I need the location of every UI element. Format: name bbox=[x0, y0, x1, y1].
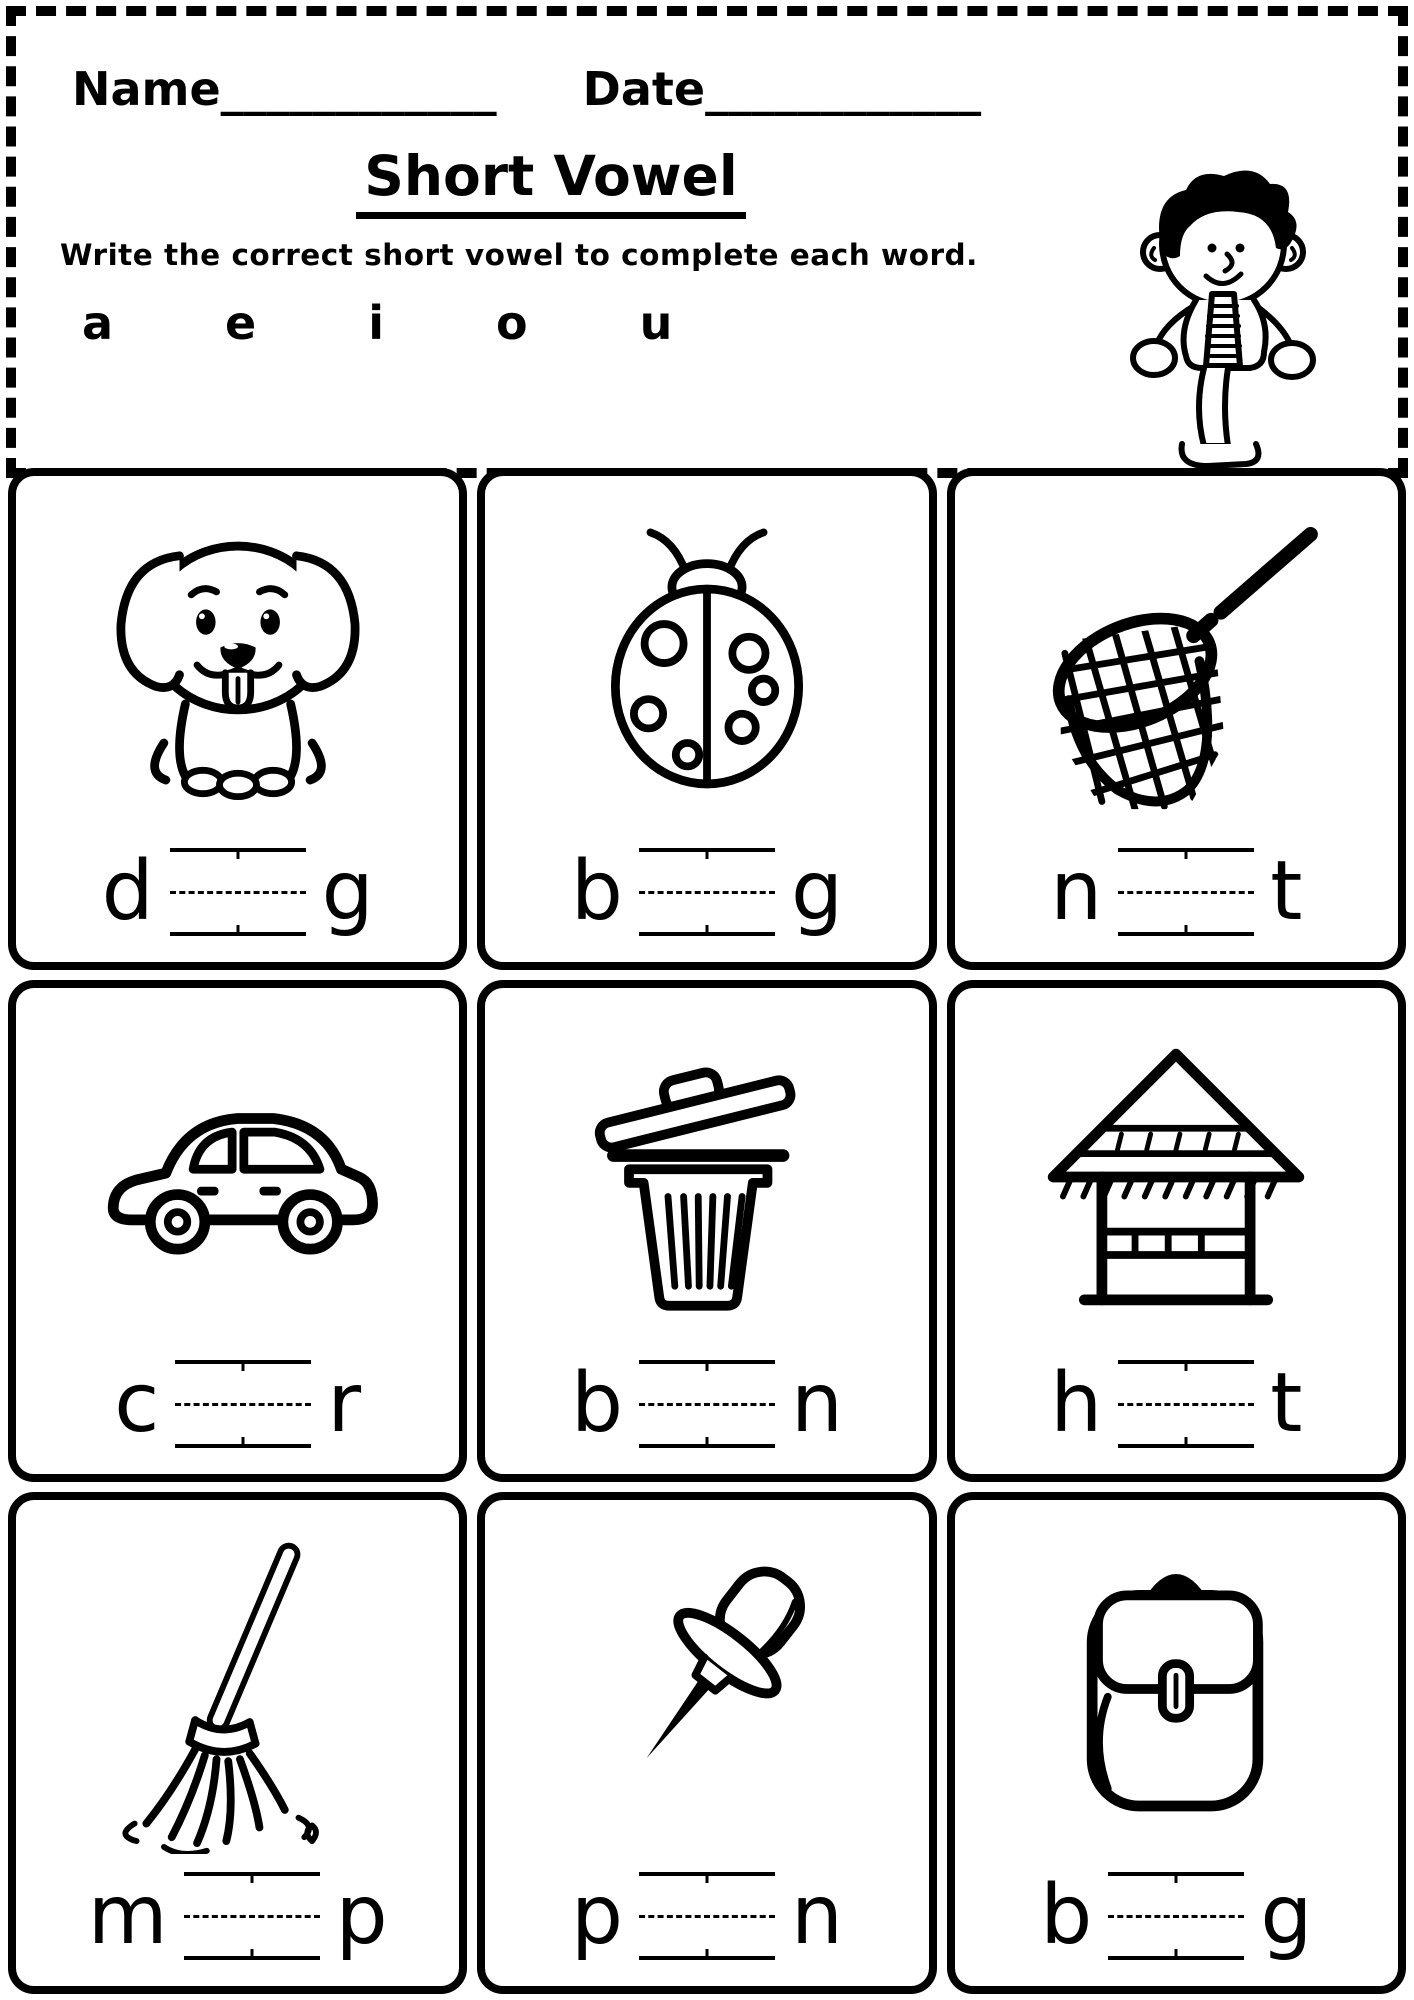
mop-image bbox=[82, 1500, 394, 1872]
card-pin bbox=[477, 1492, 936, 1994]
name-date-row bbox=[72, 62, 981, 116]
card-car bbox=[8, 980, 467, 1482]
card-bag bbox=[947, 1492, 1406, 1994]
date-field bbox=[583, 62, 981, 116]
word-bag bbox=[1040, 1868, 1313, 1963]
instruction-text: Write the correct short vowel to complete each word. bbox=[60, 238, 978, 272]
vowel-blank[interactable] bbox=[1108, 1872, 1244, 1960]
name-field bbox=[72, 62, 497, 116]
word-car bbox=[114, 1356, 362, 1451]
card-mop bbox=[8, 1492, 467, 1994]
vowel-blank[interactable] bbox=[175, 1360, 311, 1448]
card-trash-bin bbox=[477, 980, 936, 1482]
vowel-option-e: e bbox=[225, 296, 257, 350]
vowel-option-u: u bbox=[639, 296, 673, 350]
last-letter: g bbox=[1260, 1868, 1313, 1963]
card-net bbox=[947, 468, 1406, 970]
last-letter: g bbox=[321, 844, 374, 939]
title-row bbox=[16, 144, 1086, 219]
date-line[interactable]: ____________ bbox=[705, 62, 982, 116]
last-letter: r bbox=[327, 1356, 362, 1451]
card-dog bbox=[8, 468, 467, 970]
word-ladybug bbox=[570, 844, 844, 939]
net-image bbox=[1020, 476, 1332, 848]
boy-illustration bbox=[1124, 154, 1324, 474]
last-letter: g bbox=[790, 844, 844, 939]
worksheet-header bbox=[6, 6, 1408, 478]
page-title: Short Vowel bbox=[356, 144, 745, 219]
card-hut bbox=[947, 980, 1406, 1482]
vowel-option-i: i bbox=[368, 296, 385, 350]
word-pin bbox=[570, 1868, 844, 1963]
name-line[interactable]: ____________ bbox=[220, 62, 497, 116]
last-letter: n bbox=[791, 1868, 844, 1963]
date-label: Date bbox=[582, 62, 706, 116]
word-mop bbox=[87, 1868, 388, 1963]
word-grid bbox=[8, 468, 1406, 1994]
word-dog bbox=[101, 844, 374, 939]
card-ladybug bbox=[477, 468, 936, 970]
first-letter: p bbox=[570, 1868, 624, 1963]
last-letter: t bbox=[1270, 1356, 1303, 1451]
vowel-option-o: o bbox=[496, 296, 528, 350]
bag-image bbox=[1020, 1500, 1332, 1872]
first-letter: h bbox=[1050, 1356, 1103, 1451]
word-hut bbox=[1050, 1356, 1303, 1451]
pin-image bbox=[551, 1500, 863, 1872]
first-letter: b bbox=[570, 1356, 624, 1451]
vowel-blank[interactable] bbox=[1118, 1360, 1254, 1448]
vowel-blank[interactable] bbox=[1118, 848, 1254, 936]
vowel-blank[interactable] bbox=[184, 1872, 320, 1960]
vowel-blank[interactable] bbox=[639, 1360, 775, 1448]
first-letter: b bbox=[1040, 1868, 1093, 1963]
hut-image bbox=[1020, 988, 1332, 1360]
first-letter: b bbox=[570, 844, 623, 939]
vowel-blank[interactable] bbox=[639, 1872, 775, 1960]
last-letter: p bbox=[335, 1868, 388, 1963]
first-letter: n bbox=[1050, 844, 1103, 939]
last-letter: n bbox=[791, 1356, 844, 1451]
word-trash-bin bbox=[570, 1356, 844, 1451]
vowel-blank[interactable] bbox=[639, 848, 775, 936]
name-label: Name bbox=[72, 62, 221, 116]
first-letter: d bbox=[101, 844, 154, 939]
trash-bin-image bbox=[551, 988, 863, 1360]
last-letter: t bbox=[1270, 844, 1303, 939]
word-net bbox=[1050, 844, 1303, 939]
first-letter: c bbox=[114, 1356, 160, 1451]
vowel-option-a: a bbox=[82, 296, 114, 350]
ladybug-image bbox=[551, 476, 863, 848]
car-image bbox=[82, 988, 394, 1360]
vowel-options bbox=[82, 296, 672, 350]
vowel-blank[interactable] bbox=[170, 848, 306, 936]
dog-image bbox=[82, 476, 394, 848]
first-letter: m bbox=[87, 1868, 168, 1963]
